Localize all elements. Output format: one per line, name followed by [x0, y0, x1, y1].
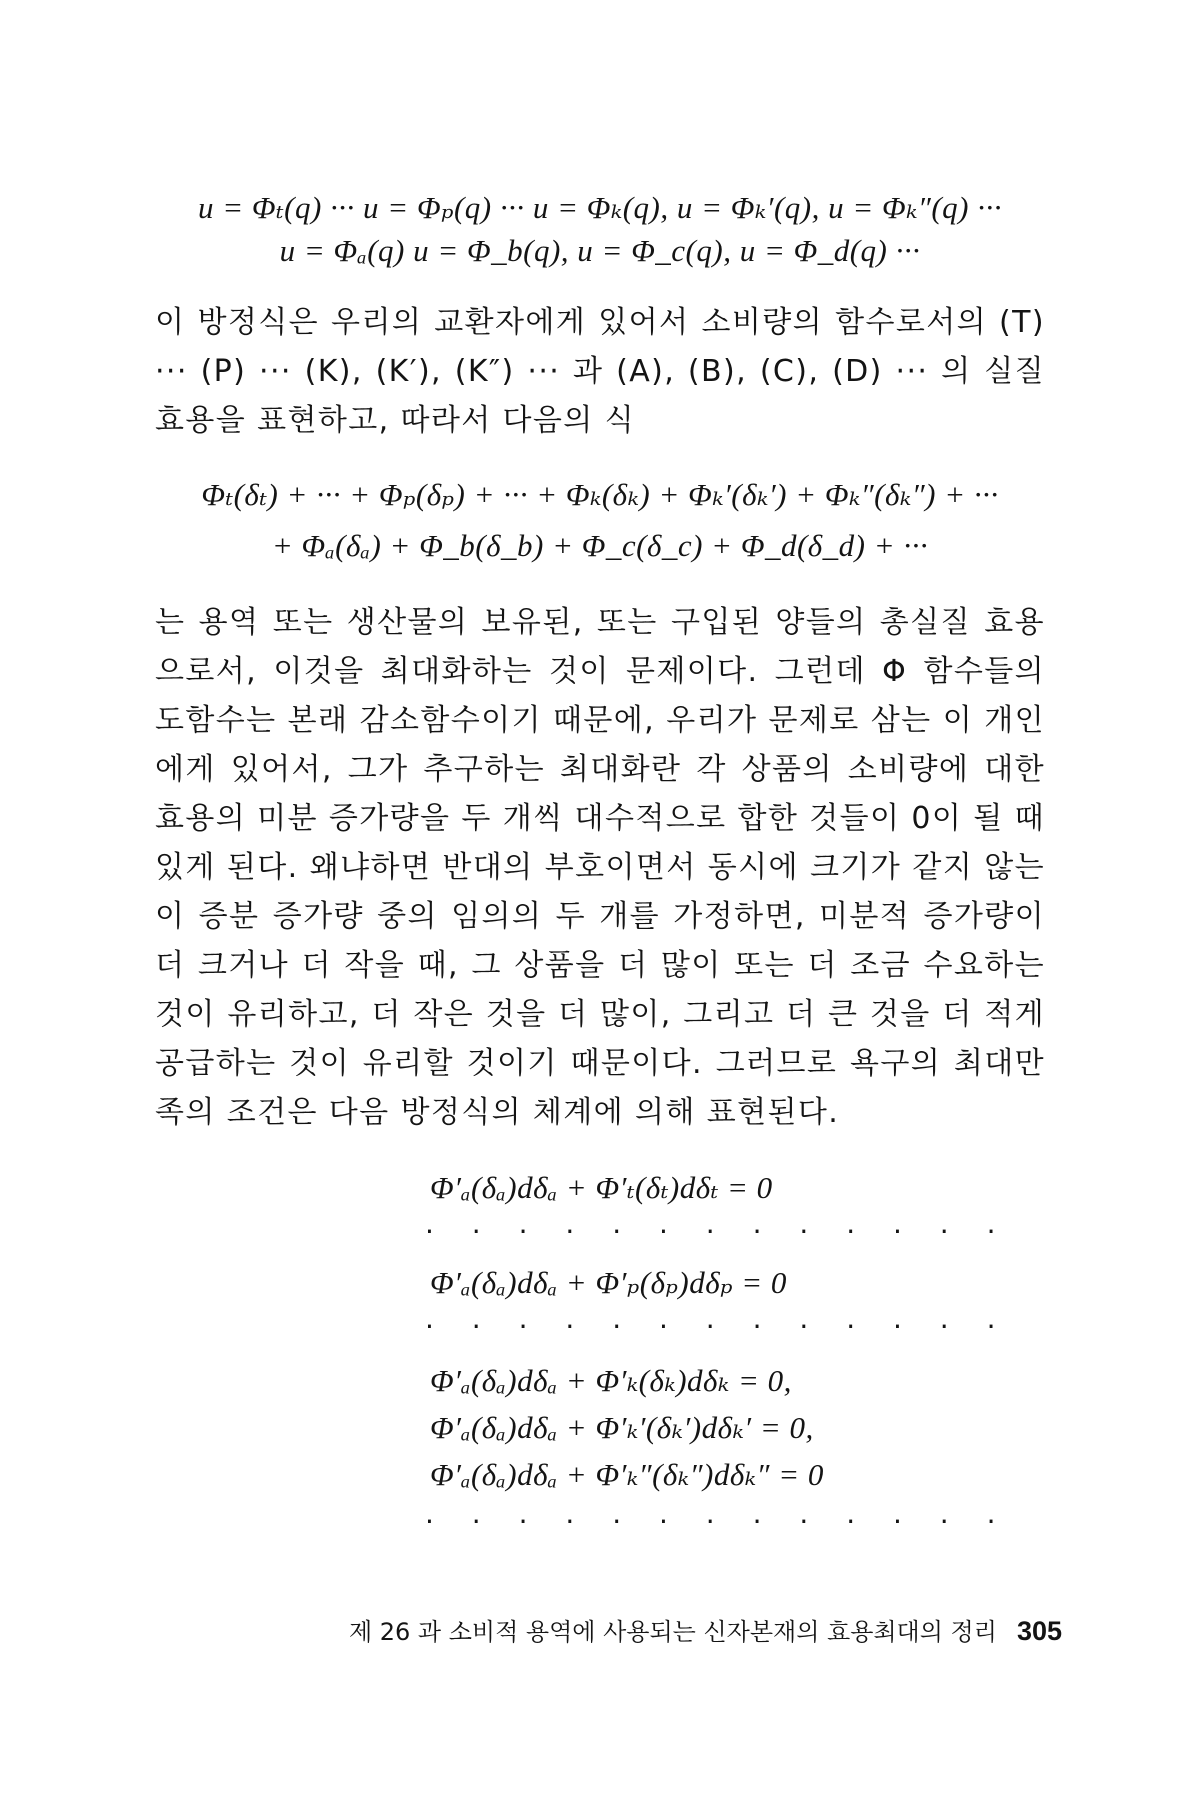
- equation-utility-line-2: u = Φₐ(q) u = Φ_b(q), u = Φ_c(q), u = Φ_d(q) ···: [279, 233, 921, 268]
- equation-condition-k-prime: Φ′ₐ(δₐ)dδₐ + Φ′ₖ′(δₖ′)dδₖ′ = 0,: [430, 1410, 814, 1445]
- equation-condition-k-double-prime: Φ′ₐ(δₐ)dδₐ + Φ′ₖ″(δₖ″)dδₖ″ = 0: [430, 1457, 824, 1492]
- page-footer: [0, 1612, 1062, 1647]
- running-head: 제 26 과 소비적 용역에 사용되는 신자본재의 효용최대의 정리: [348, 1618, 997, 1646]
- equation-total-utility-line-1: Φₜ(δₜ) + ··· + Φₚ(δₚ) + ··· + Φₖ(δₖ) + Φₖ′(δₖ′) + Φₖ″(δₖ″) + ···: [201, 477, 999, 512]
- page-number: 305: [1016, 1616, 1062, 1646]
- equation-total-utility-line-2: + Φₐ(δₐ) + Φ_b(δ_b) + Φ_c(δ_c) + Φ_d(δ_d) + ···: [271, 528, 929, 563]
- ellipsis-row: · · · · · · · · · · · · ·: [425, 1215, 1011, 1248]
- ellipsis-row: · · · · · · · · · · · · ·: [425, 1505, 1011, 1538]
- equation-condition-t: Φ′ₐ(δₐ)dδₐ + Φ′ₜ(δₜ)dδₜ = 0: [430, 1170, 773, 1205]
- equation-utility-line-1: u = Φₜ(q) ··· u = Φₚ(q) ··· u = Φₖ(q), u = Φₖ′(q), u = Φₖ″(q) ···: [198, 190, 1002, 225]
- ellipsis-row: · · · · · · · · · · · · ·: [425, 1310, 1011, 1343]
- paragraph-1: 이 방정식은 우리의 교환자에게 있어서 소비량의 함수로서의 (T) ··· (P) ··· (K), (K′), (K″) ··· 과 (A), (B), (C), (D) ··· 의 실질 효용을 표현하고, 따라서 다음의 식: [155, 305, 1045, 438]
- paragraph-2: 는 용역 또는 생산물의 보유된, 또는 구입된 양들의 총실질 효용으로서, 이것을 최대화하는 것이 문제이다. 그런데 Φ 함수들의 도함수는 본래 감소함수이기 때문에, 우리가 문제로 삼는 이 개인에게 있어서, 그가 추구하는 최대화란 각 상품의 소비량에 대한 효용의 미분 증가량을 두 개씩 대수적으로 합한 것들이 0이 될 때 있게 된다. 왜냐하면 반대의 부호이면서 동시에 크기가 같지 않는 이 증분 증가량 중의 임의의 두 개를 가정하면, 미분적 증가량이 더 크거나 더 작을 때, 그 상품을 더 많이 또는 더 조금 수요하는 것이 유리하고, 더 작은 것을 더 많이, 그리고 더 큰 것을 더 적게 공급하는 것이 유리할 것이기 때문이다. 그러므로 욕구의 최대만족의 조건은 다음 방정식의 체계에 의해 표현된다.: [155, 605, 1045, 1130]
- equation-condition-p: Φ′ₐ(δₐ)dδₐ + Φ′ₚ(δₚ)dδₚ = 0: [430, 1265, 787, 1300]
- equation-condition-k: Φ′ₐ(δₐ)dδₐ + Φ′ₖ(δₖ)dδₖ = 0,: [430, 1363, 792, 1398]
